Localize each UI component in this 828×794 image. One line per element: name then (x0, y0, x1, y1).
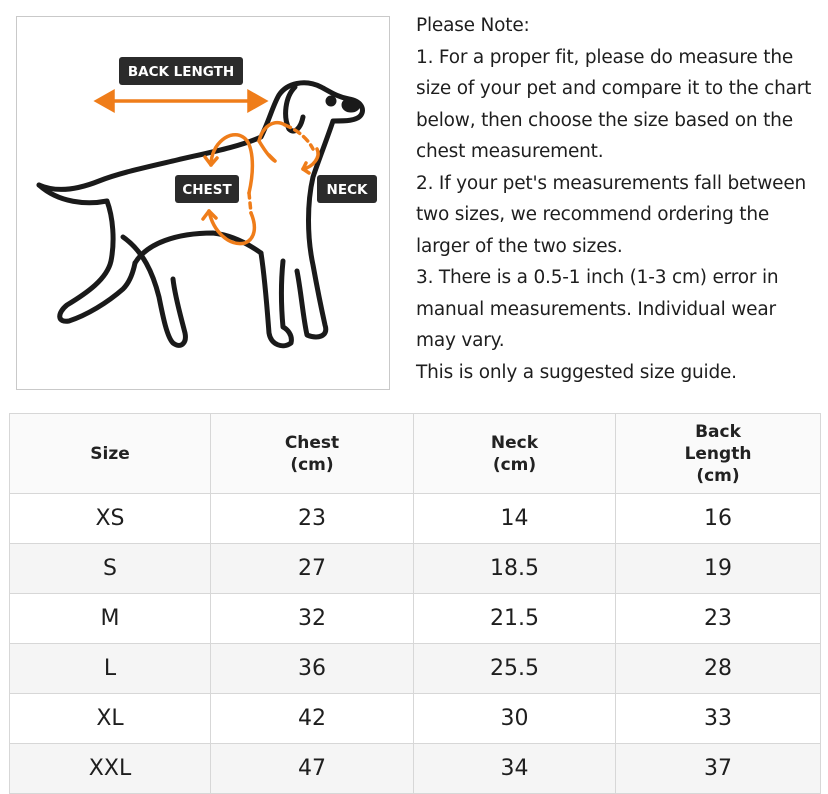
back-length-tag (119, 57, 243, 85)
notes-line: larger of the two sizes. (416, 235, 623, 257)
table-row (10, 744, 821, 794)
cell-chest: 36 (211, 644, 414, 694)
header-chest: Chest (cm) (211, 414, 414, 494)
cell-back-length: 37 (616, 744, 821, 794)
cell-neck: 18.5 (414, 544, 616, 594)
cell-size: XXL (10, 744, 211, 794)
notes-line: 2. If your pet's measurements fall between (416, 172, 807, 194)
cell-size: L (10, 644, 211, 694)
table-row (10, 494, 821, 544)
table-row (10, 594, 821, 644)
cell-neck: 34 (414, 744, 616, 794)
table-header-row (10, 414, 821, 494)
cell-size: XL (10, 694, 211, 744)
neck-label: NECK (326, 182, 368, 198)
notes-line: below, then choose the size based on the (416, 109, 793, 131)
cell-back-length: 16 (616, 494, 821, 544)
cell-chest: 32 (211, 594, 414, 644)
cell-back-length: 28 (616, 644, 821, 694)
size-chart-table (9, 413, 821, 794)
table-row (10, 694, 821, 744)
notes-line: may vary. (416, 330, 505, 351)
double-arrow-icon (97, 92, 265, 110)
cell-chest: 42 (211, 694, 414, 744)
notes-line: 1. For a proper fit, please do measure the (416, 46, 794, 68)
notes-line: This is only a suggested size guide. (416, 361, 737, 383)
dog-outline-icon (39, 83, 363, 346)
notes-line: Please Note: (416, 15, 530, 36)
back-length-label: BACK LENGTH (127, 64, 235, 80)
cell-neck: 14 (414, 494, 616, 544)
cell-back-length: 19 (616, 544, 821, 594)
notes-line: size of your pet and compare it to the chart (416, 78, 812, 99)
cell-chest: 47 (211, 744, 414, 794)
neck-tag (317, 175, 377, 203)
table-row (10, 544, 821, 594)
cell-neck: 21.5 (414, 594, 616, 644)
dog-diagram-svg (17, 17, 391, 391)
header-back-length: Back Length (cm) (616, 414, 821, 494)
chest-label: CHEST (182, 182, 232, 198)
cell-neck: 30 (414, 694, 616, 744)
header-neck: Neck (cm) (414, 414, 616, 494)
notes-line: manual measurements. Individual wear (416, 298, 776, 320)
notes-line: 3. There is a 0.5-1 inch (1-3 cm) error in (416, 267, 779, 288)
cell-chest: 27 (211, 544, 414, 594)
dog-measurement-diagram (16, 16, 390, 390)
notes-line: two sizes, we recommend ordering the (416, 204, 770, 225)
cell-back-length: 23 (616, 594, 821, 644)
notes-line: chest measurement. (416, 141, 604, 162)
size-notes (416, 10, 826, 388)
cell-size: XS (10, 494, 211, 544)
table-row (10, 644, 821, 694)
chest-tag (175, 175, 239, 203)
cell-neck: 25.5 (414, 644, 616, 694)
cell-size: M (10, 594, 211, 644)
cell-size: S (10, 544, 211, 594)
header-size: Size (10, 414, 211, 494)
cell-chest: 23 (211, 494, 414, 544)
cell-back-length: 33 (616, 694, 821, 744)
